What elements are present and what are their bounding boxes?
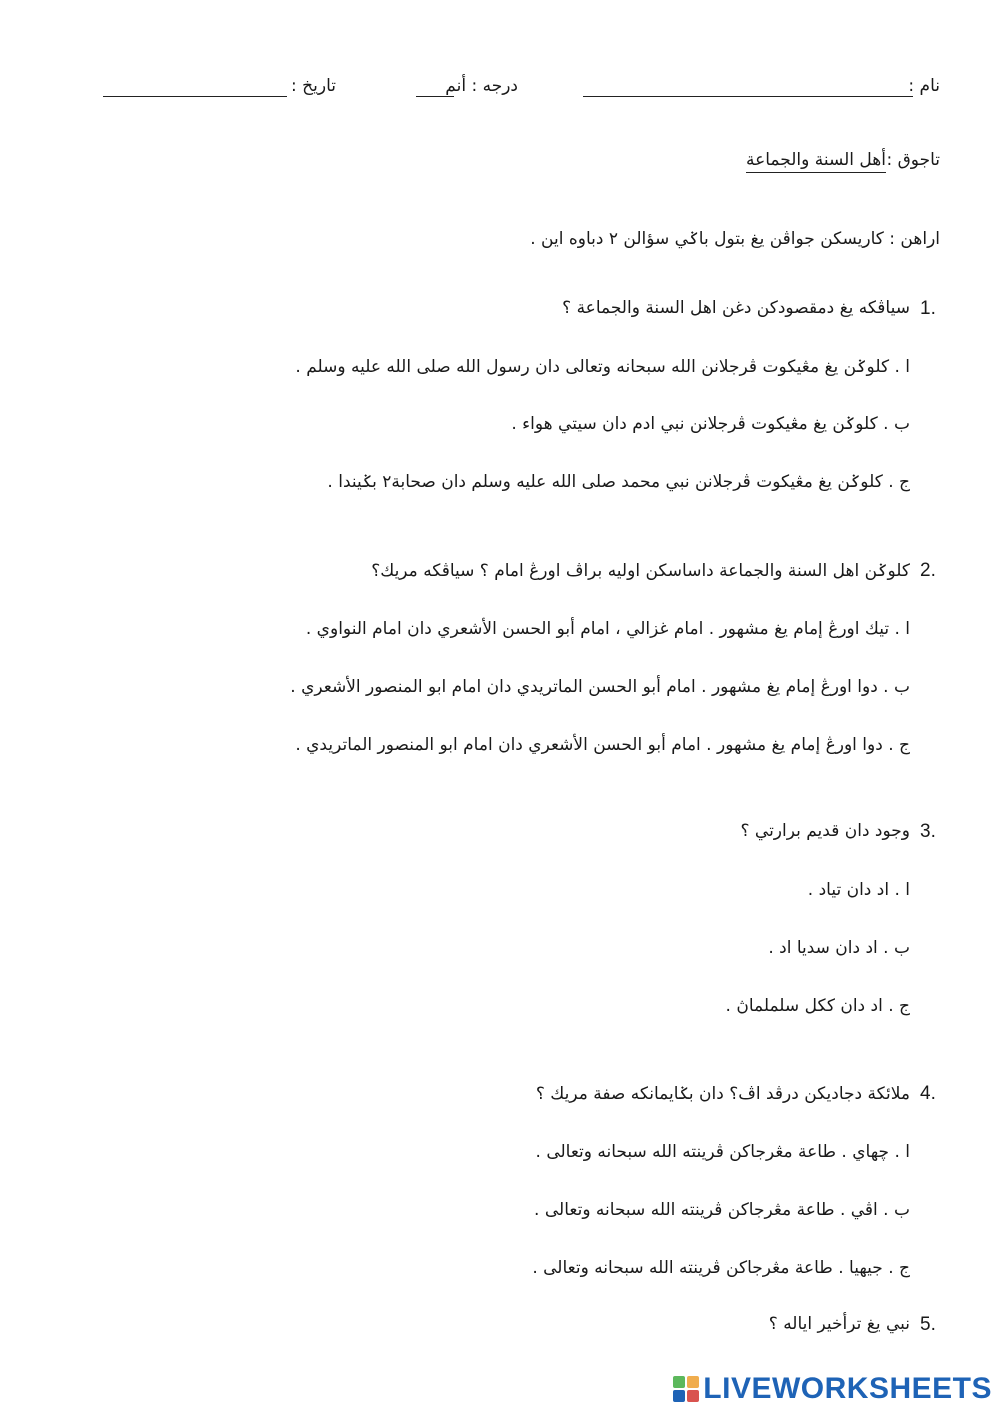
option-a[interactable]: ا . چهاي . طاعة مڠرجاكن ڤرينته الله سبحانه وتعالى . — [535, 1142, 910, 1162]
option-a[interactable]: ا . كلوݢن يغ مڠيكوت ڤرجلانن الله سبحانه وتعالى دان رسول الله صلى الله عليه وسلم . — [295, 357, 910, 377]
option-b[interactable]: ب . كلوݢن يغ مڠيكوت ڤرجلانن نبي ادم دان سيتي هواء . — [511, 414, 910, 434]
date-field[interactable] — [103, 96, 287, 97]
name-label: نام : — [908, 76, 940, 96]
date-label: تاريخ : — [291, 76, 336, 96]
topic-label: تاجوق : — [886, 150, 940, 170]
grade-field[interactable] — [416, 96, 454, 97]
logo-text: LIVEWORKSHEETS — [703, 1372, 992, 1405]
name-field[interactable] — [583, 96, 913, 97]
question-text: وجود دان قديم برارتي ؟ — [740, 821, 910, 841]
question-number: 5. — [920, 1314, 936, 1335]
option-b[interactable]: ب . اڤي . طاعة مڠرجاكن ڤرينته الله سبحانه وتعالى . — [534, 1200, 910, 1220]
question-number: 3. — [920, 821, 936, 842]
option-c[interactable]: ج . اد دان ككل سلملماڽ . — [725, 996, 910, 1016]
option-c[interactable]: ج . دوا اورڠ إمام يغ مشهور . امام أبو الحسن الأشعري دان امام ابو المنصور الماتريدي . — [295, 735, 910, 755]
question-number: 4. — [920, 1083, 936, 1104]
question-text: ملائكة دجاديكن درڤد اڤ؟ دان بݢايمانكه صفة مريك ؟ — [535, 1084, 910, 1104]
option-a[interactable]: ا . تيك اورڠ إمام يغ مشهور . امام غزالي ، امام أبو الحسن الأشعري دان امام النواوي . — [305, 619, 910, 639]
liveworksheets-logo[interactable] — [673, 1369, 992, 1409]
option-b[interactable]: ب . اد دان سديا اد . — [768, 938, 910, 958]
question-number: 1. — [920, 298, 936, 319]
logo-grid-icon — [673, 1376, 699, 1402]
option-c[interactable]: ج . جيهيا . طاعة مڠرجاكن ڤرينته الله سبحانه وتعالى . — [532, 1258, 910, 1278]
option-a[interactable]: ا . اد دان تياد . — [807, 880, 910, 900]
topic-value: أهل السنة والجماعة — [746, 150, 886, 173]
option-b[interactable]: ب . دوا اورڠ إمام يغ مشهور . امام أبو الحسن الماتريدي دان امام ابو المنصور الأشعري . — [290, 677, 910, 697]
question-text: كلوݢن اهل السنة والجماعة داساسكن اوليه براڤ اورڠ امام ؟ سياڤكه مريك؟ — [371, 561, 910, 581]
instruction-text: اراهن : كاريسكن جواڤن يغ بتول باݢي سؤالن ٢ دباوه اين . — [530, 229, 940, 249]
question-text: نبي يغ ترأخير اياله ؟ — [768, 1314, 910, 1334]
option-c[interactable]: ج . كلوݢن يغ مڠيكوت ڤرجلانن نبي محمد صلى الله عليه وسلم دان صحابة٢ بݢيندا . — [327, 472, 910, 492]
grade-label: درجه : أنم — [445, 76, 518, 96]
question-text: سياڤكه يغ دمقصودكن دغن اهل السنة والجماعة ؟ — [562, 298, 910, 318]
question-number: 2. — [920, 560, 936, 581]
